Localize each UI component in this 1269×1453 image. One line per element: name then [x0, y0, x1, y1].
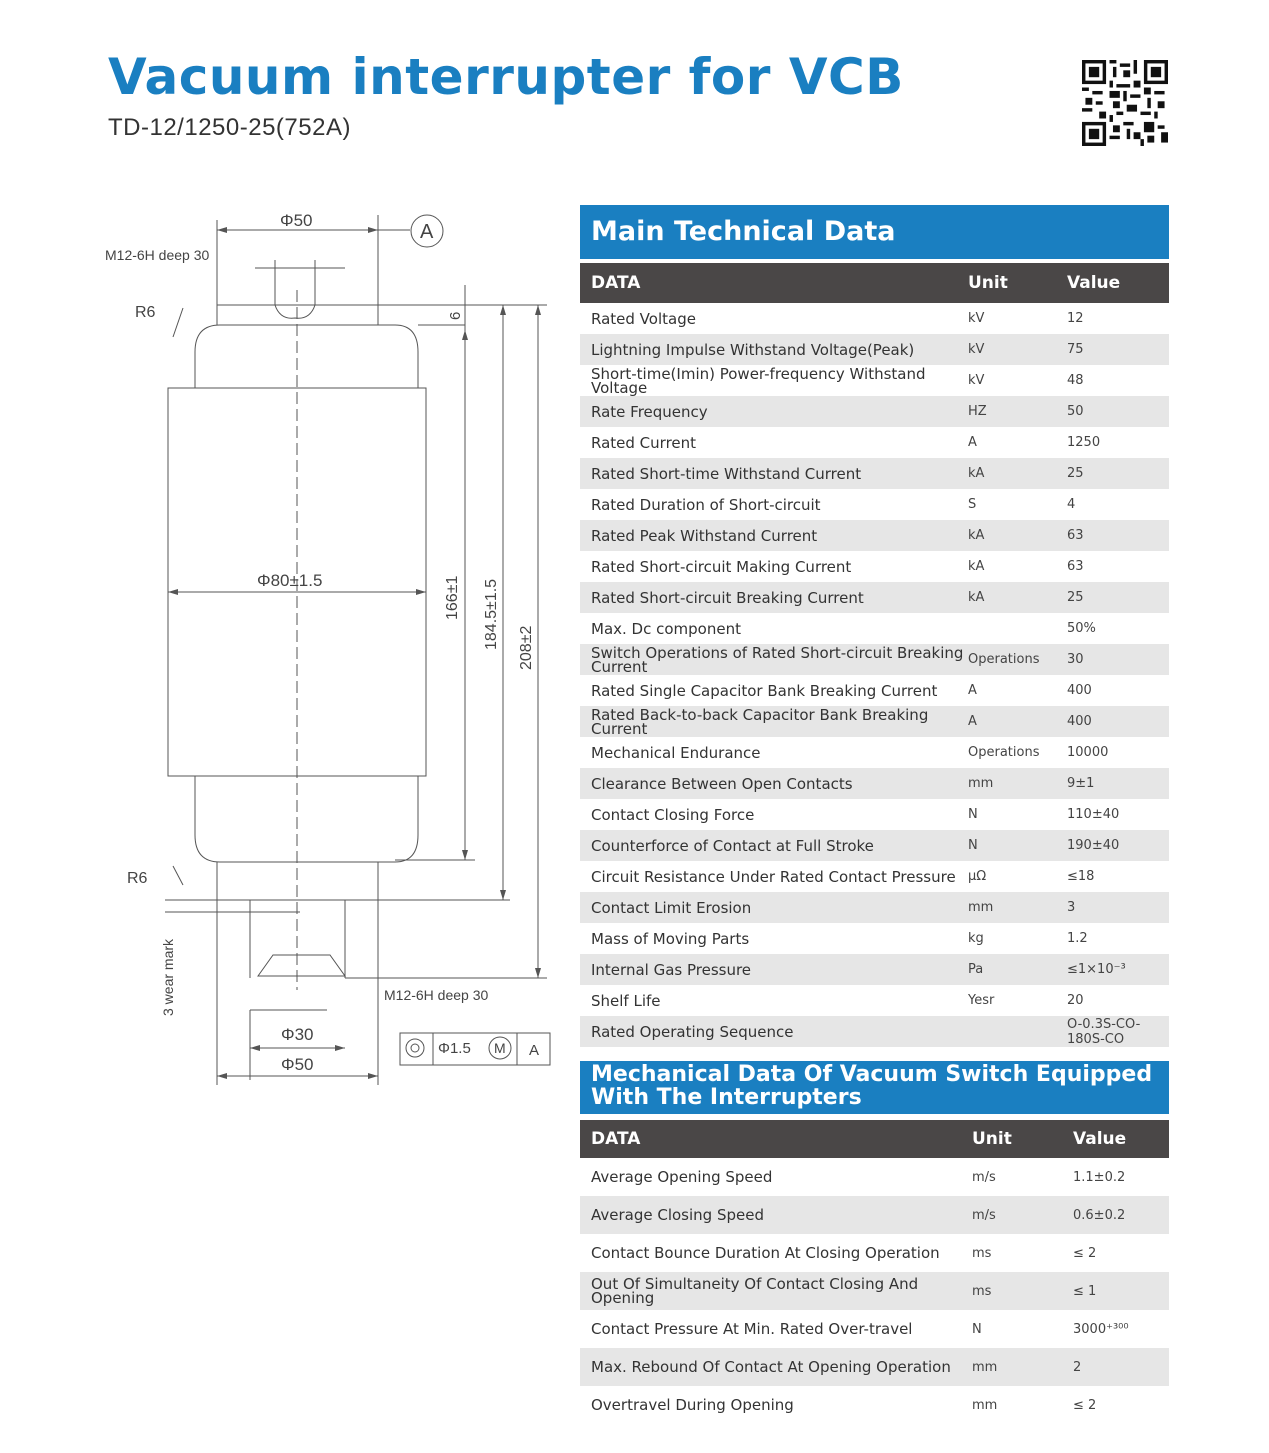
row-label: Rated Current — [591, 433, 697, 452]
row-label: Rated Short-time Withstand Current — [591, 464, 862, 483]
row-value: ≤1×10⁻³ — [1067, 962, 1126, 977]
table-row — [580, 365, 1169, 396]
row-label: Rated Duration of Short-circuit — [591, 495, 821, 514]
model-number: TD-12/1250-25(752A) — [108, 114, 351, 141]
row-unit: ms — [972, 1245, 992, 1261]
row-label: Overtravel During Opening — [591, 1396, 794, 1414]
dim-184-label: 184.5±1.5 — [483, 578, 500, 650]
row-value: 10000 — [1067, 745, 1109, 760]
table-row — [580, 799, 1169, 830]
row-unit: N — [968, 807, 978, 822]
table-row — [580, 582, 1169, 613]
table-row — [580, 520, 1169, 551]
mech-table-body — [580, 1158, 1169, 1424]
row-label: Rated Voltage — [591, 309, 696, 328]
row-unit: A — [968, 435, 977, 450]
main-technical-table — [580, 205, 1169, 1047]
page-title: Vacuum interrupter for VCB — [108, 48, 904, 106]
tolerance-value: Φ1.5 — [438, 1040, 471, 1057]
mech-table-header — [580, 1120, 1169, 1158]
radius-bottom-label: R6 — [127, 870, 148, 887]
table-row — [580, 396, 1169, 427]
dim-phi50-top: Φ50 — [280, 211, 313, 230]
row-label: Clearance Between Open Contacts — [591, 774, 853, 793]
row-value: ≤ 1 — [1073, 1283, 1097, 1299]
row-value: 30 — [1067, 652, 1084, 667]
table-row — [580, 861, 1169, 892]
table-row — [580, 1016, 1169, 1047]
row-label: Average Closing Speed — [591, 1206, 764, 1224]
row-label: Rated Short-circuit Making Current — [591, 557, 852, 576]
row-unit: Operations — [968, 652, 1040, 667]
row-value: 63 — [1067, 559, 1084, 574]
table-row — [580, 551, 1169, 582]
row-value: 190±40 — [1067, 838, 1120, 853]
row-label: Switch Operations of Rated Short-circuit Breaking Current — [591, 643, 964, 676]
row-label: Rated Peak Withstand Current — [591, 526, 818, 545]
thread-top-label: M12-6H deep 30 — [105, 247, 210, 263]
row-value: 20 — [1067, 993, 1084, 1008]
row-label: Mass of Moving Parts — [591, 929, 750, 948]
row-value: 25 — [1067, 466, 1084, 481]
row-label: Lightning Impulse Withstand Voltage(Peak) — [591, 340, 915, 359]
table-row — [580, 458, 1169, 489]
row-label: Out Of Simultaneity Of Contact Closing And Opening — [591, 1275, 919, 1307]
row-label: Max. Rebound Of Contact At Opening Operation — [591, 1358, 951, 1376]
row-unit: A — [968, 714, 977, 729]
row-label: Internal Gas Pressure — [591, 960, 752, 979]
col-data-header: DATA — [591, 273, 641, 293]
table-row — [580, 489, 1169, 520]
row-value: 63 — [1067, 528, 1084, 543]
row-value: 0.6±0.2 — [1073, 1207, 1126, 1223]
row-value: 12 — [1067, 311, 1084, 326]
main-table-body — [580, 303, 1169, 1047]
row-unit: Yesr — [968, 993, 995, 1008]
table-row — [580, 1272, 1169, 1310]
datum-a-label: A — [420, 221, 434, 243]
row-label: Contact Closing Force — [591, 805, 755, 824]
table-row — [580, 334, 1169, 365]
col-data-header: DATA — [591, 1129, 641, 1149]
row-unit: HZ — [968, 404, 987, 419]
row-unit: kA — [968, 528, 985, 543]
table-row — [580, 737, 1169, 768]
row-label: Mechanical Endurance — [591, 743, 761, 762]
table-row — [580, 985, 1169, 1016]
row-value: 3 — [1067, 900, 1076, 915]
table-row — [580, 303, 1169, 334]
row-unit: μΩ — [968, 869, 987, 884]
row-label: Rated Back-to-back Capacitor Bank Breaking Current — [591, 705, 929, 738]
interrupter-drawing — [95, 200, 565, 1100]
row-unit: mm — [968, 776, 994, 791]
wear-mark-label: 3 wear mark — [160, 938, 176, 1016]
table-row — [580, 830, 1169, 861]
qr-code-icon — [1082, 60, 1168, 146]
row-value: O-0.3S-CO-180S-CO — [1067, 1016, 1141, 1047]
table-row — [580, 427, 1169, 458]
row-label: Max. Dc component — [591, 619, 741, 638]
col-value-header: Value — [1067, 273, 1121, 293]
row-value: 400 — [1067, 714, 1092, 729]
dim-phi50-bottom-label: Φ50 — [281, 1055, 314, 1074]
row-unit: N — [968, 838, 978, 853]
tolerance-m-label: M — [494, 1040, 506, 1056]
main-table-header — [580, 263, 1169, 303]
col-unit-header: Unit — [972, 1129, 1012, 1149]
row-unit: m/s — [972, 1207, 996, 1223]
table-row — [580, 613, 1169, 644]
row-unit: kA — [968, 466, 985, 481]
table-row — [580, 644, 1169, 675]
table-row — [580, 1348, 1169, 1386]
dim-phi30-label: Φ30 — [281, 1025, 314, 1044]
mechanical-data-table — [580, 1061, 1169, 1424]
row-value: 110±40 — [1067, 807, 1120, 822]
dim-208-label: 208±2 — [518, 625, 535, 670]
row-value: 4 — [1067, 497, 1076, 512]
row-label: Circuit Resistance Under Rated Contact Pressure — [591, 867, 956, 886]
dim-166-label: 166±1 — [444, 575, 461, 620]
dim-phi80-label: Φ80±1.5 — [257, 571, 323, 590]
row-value: 1.1±0.2 — [1073, 1169, 1126, 1185]
table-row — [580, 768, 1169, 799]
row-label: Contact Bounce Duration At Closing Operation — [591, 1244, 940, 1262]
radius-top-label: R6 — [135, 304, 156, 321]
row-label: Short-time(Imin) Power-frequency Withstand Voltage — [591, 364, 926, 397]
row-value: 9±1 — [1067, 776, 1095, 791]
table-row — [580, 675, 1169, 706]
row-unit: kg — [968, 931, 984, 946]
row-unit: S — [968, 497, 977, 512]
row-unit: ms — [972, 1283, 992, 1299]
row-value: 3000⁺³⁰⁰ — [1073, 1321, 1129, 1337]
table-row — [580, 954, 1169, 985]
row-value: 400 — [1067, 683, 1092, 698]
row-value: 1.2 — [1067, 931, 1088, 946]
row-value: 50 — [1067, 404, 1084, 419]
row-unit: kV — [968, 342, 985, 357]
row-label: Rate Frequency — [591, 402, 708, 421]
table-row — [580, 892, 1169, 923]
row-label: Contact Pressure At Min. Rated Over-travel — [591, 1320, 913, 1338]
row-unit: kV — [968, 373, 985, 388]
row-label: Counterforce of Contact at Full Stroke — [591, 836, 874, 855]
table-row — [580, 706, 1169, 737]
thread-bottom-label: M12-6H deep 30 — [384, 987, 489, 1003]
row-unit: mm — [968, 900, 994, 915]
row-value: 25 — [1067, 590, 1084, 605]
table-row — [580, 1310, 1169, 1348]
tolerance-a-label: A — [529, 1042, 540, 1059]
row-unit: mm — [972, 1359, 998, 1375]
row-unit: N — [972, 1321, 982, 1337]
row-value: 1250 — [1067, 435, 1101, 450]
table-row — [580, 1386, 1169, 1424]
row-unit: kA — [968, 559, 985, 574]
row-value: ≤ 2 — [1073, 1245, 1097, 1261]
row-value: ≤ 2 — [1073, 1397, 1097, 1413]
row-value: 50% — [1067, 621, 1096, 636]
row-value: 2 — [1073, 1359, 1082, 1375]
row-label: Shelf Life — [591, 991, 661, 1010]
row-value: 75 — [1067, 342, 1084, 357]
col-unit-header: Unit — [968, 273, 1008, 293]
row-unit: kV — [968, 311, 985, 326]
row-label: Average Opening Speed — [591, 1168, 773, 1186]
row-unit: m/s — [972, 1169, 996, 1185]
main-table-heading: Main Technical Data — [580, 205, 1169, 259]
row-label: Contact Limit Erosion — [591, 898, 752, 917]
dim-6-label: 6 — [447, 311, 464, 320]
row-value: 48 — [1067, 373, 1084, 388]
table-row — [580, 1234, 1169, 1272]
row-label: Rated Operating Sequence — [591, 1022, 794, 1041]
table-row — [580, 1196, 1169, 1234]
table-row — [580, 1158, 1169, 1196]
row-label: Rated Short-circuit Breaking Current — [591, 588, 864, 607]
row-value: ≤18 — [1067, 869, 1095, 884]
mech-table-heading: Mechanical Data Of Vacuum Switch Equipped With The Interrupters — [580, 1061, 1169, 1114]
row-label: Rated Single Capacitor Bank Breaking Current — [591, 681, 938, 700]
row-unit: kA — [968, 590, 985, 605]
row-unit: A — [968, 683, 977, 698]
row-unit: mm — [972, 1397, 998, 1413]
table-row — [580, 923, 1169, 954]
row-unit: Pa — [968, 962, 984, 977]
row-unit: Operations — [968, 745, 1040, 760]
col-value-header: Value — [1073, 1129, 1127, 1149]
